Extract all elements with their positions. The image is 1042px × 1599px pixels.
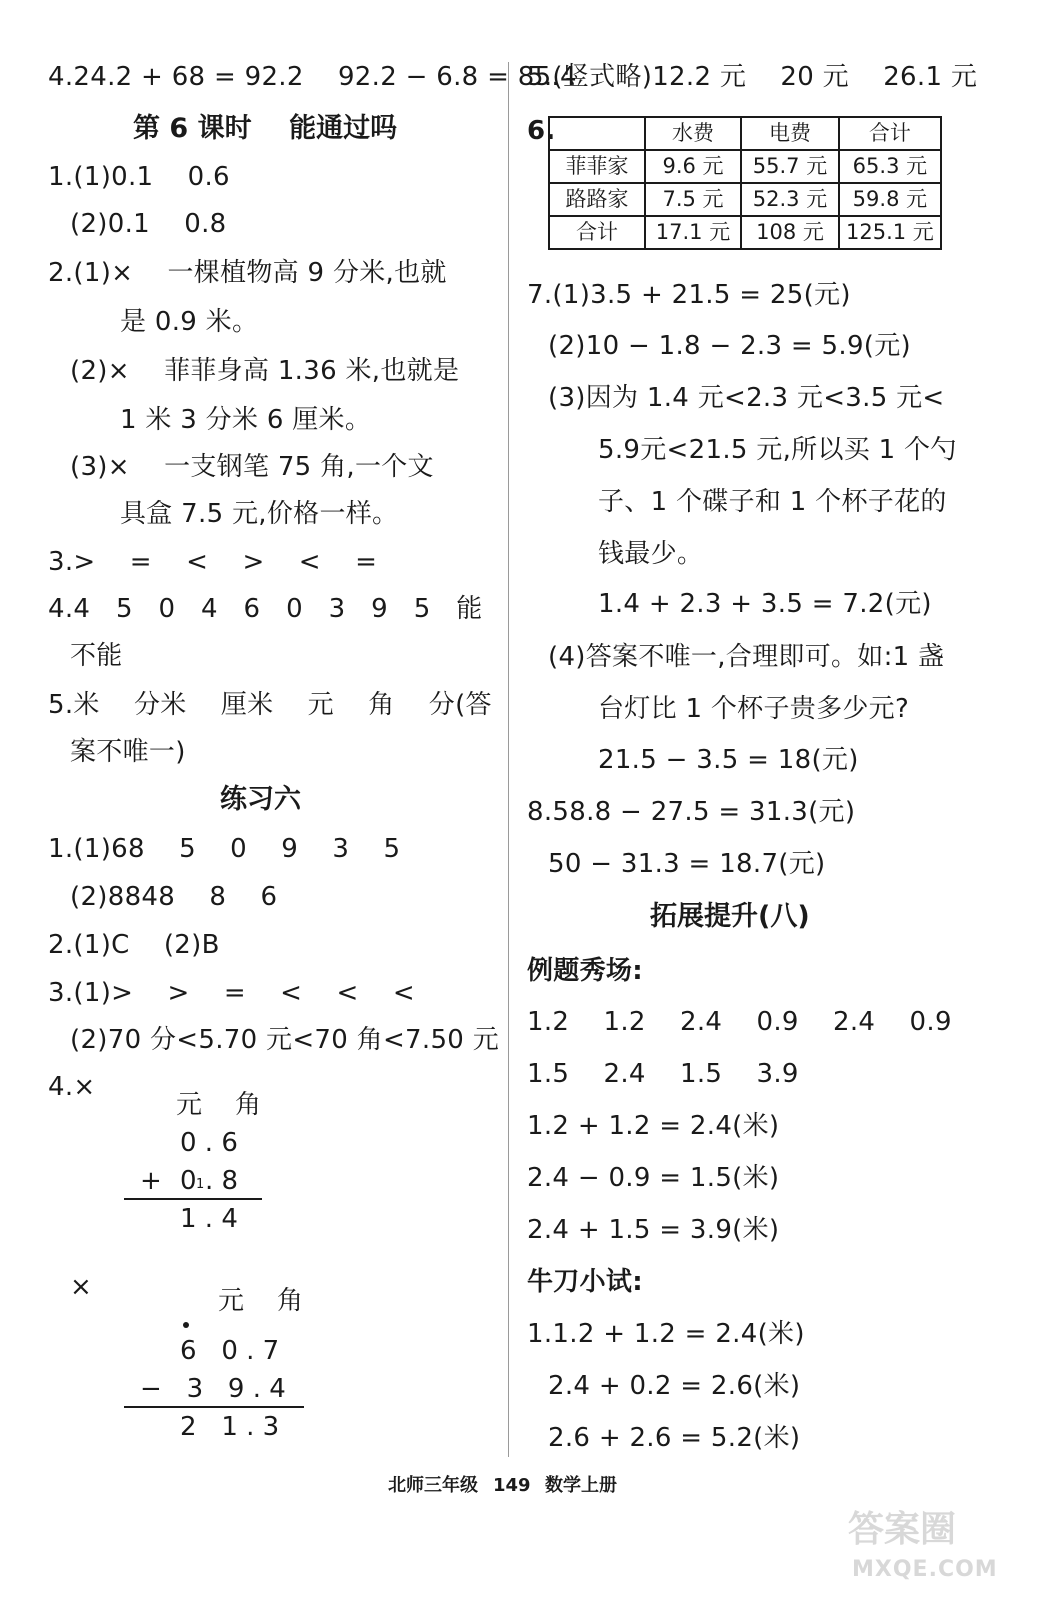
r-q7d1: (4)答案不唯一,合理即可。如:1 盏 [548,642,945,672]
table-cell: 菲菲家 [549,150,645,183]
r-q7c3: 子、1 个碟子和 1 个杯子花的 [598,487,947,517]
ex-line3: 1.2 + 1.2 = 2.4(米) [527,1111,780,1141]
sub-result: 2 1 . 3 [180,1412,280,1442]
table-cell: 合计 [549,216,645,249]
footer-grade: 北师三年级 [388,1475,478,1496]
e6-q2: 2.(1)C (2)B [48,930,220,960]
table-row [549,117,941,150]
r-q7c1: (3)因为 1.4 元<2.3 元<3.5 元< [548,383,945,413]
ex-line1: 1.2 1.2 2.4 0.9 2.4 0.9 [527,1007,952,1037]
r-q5: 5.(竖式略)12.2 元 20 元 26.1 元 [527,62,978,92]
add-op: + [140,1166,162,1196]
table-cell: 59.8 元 [839,183,941,216]
r-q7c5: 1.4 + 2.3 + 3.5 = 7.2(元) [598,589,932,619]
table-row [549,216,941,249]
r-q7d3: 21.5 − 3.5 = 18(元) [598,745,859,775]
table-row [549,183,941,216]
q4-top: 4.24.2 + 68 = 92.2 92.2 − 6.8 = 85.4 [48,62,577,92]
trial-line3: 2.6 + 2.6 = 5.2(米) [548,1423,801,1453]
trial-label: 牛刀小试: [527,1267,643,1297]
ex-line5: 2.4 + 1.5 = 3.9(米) [527,1215,780,1245]
l6-q1b: (2)0.1 0.8 [70,209,227,239]
footer-subject: 数学上册 [545,1475,617,1496]
add-carry: 1 [196,1177,205,1192]
table-cell: 125.1 元 [839,216,941,249]
utility-table [548,116,942,250]
watermark-url: MXQE.COM [852,1557,998,1582]
l6-q5b: 案不唯一) [70,737,186,767]
e6-q1a: 1.(1)68 5 0 9 3 5 [48,834,401,864]
add-row1: 0 . 6 [180,1128,238,1158]
sub-row2: − 3 9 . 4 [140,1374,286,1404]
l6-q2c2: 具盒 7.5 元,价格一样。 [120,499,399,529]
table-cell: 7.5 元 [645,183,741,216]
r-q7b: (2)10 − 1.8 − 2.3 = 5.9(元) [548,331,911,361]
add-row2-a: 0 [180,1166,197,1196]
sub-rule [124,1406,304,1408]
borrow-dot [183,1322,189,1328]
exercise6-title: 练习六 [220,784,301,815]
e6-q4-label: 4.× [48,1072,96,1102]
add-row2-b: . 8 [205,1166,239,1196]
add-header: 元 角 [176,1090,262,1120]
extension-title: 拓展提升(八) [650,901,810,932]
ex-line4: 2.4 − 0.9 = 1.5(米) [527,1163,780,1193]
e6-q3a: 3.(1)> > = < < < [48,978,415,1008]
table-cell: 9.6 元 [645,150,741,183]
l6-q4b: 不能 [70,641,123,671]
l6-q3: 3.> = < > < = [48,547,378,577]
l6-q2b1: (2)× 菲菲身高 1.36 米,也就是 [70,356,460,386]
lesson6-title: 第 6 课时 能通过吗 [133,113,398,144]
table-cell: 65.3 元 [839,150,941,183]
example-label: 例题秀场: [527,956,643,986]
l6-q2c1: (3)× 一支钢笔 75 角,一个文 [70,452,434,482]
l6-q2b2: 1 米 3 分米 6 厘米。 [120,405,372,435]
table-cell: 电费 [741,117,839,150]
r-q7c2: 5.9元<21.5 元,所以买 1 个勺 [598,435,957,465]
l6-q1a: 1.(1)0.1 0.6 [48,162,230,192]
table-cell: 路路家 [549,183,645,216]
ex-line2: 1.5 2.4 1.5 3.9 [527,1059,799,1089]
trial-line2: 2.4 + 0.2 = 2.6(米) [548,1371,801,1401]
r-q7a: 7.(1)3.5 + 21.5 = 25(元) [527,280,851,310]
column-divider [508,62,509,1457]
r-q6-label: 6. [527,116,556,146]
add-result: 1 . 4 [180,1204,238,1234]
table-cell [549,117,645,150]
trial-line1: 1.1.2 + 1.2 = 2.4(米) [527,1319,805,1349]
footer-page-number: 149 [493,1475,531,1496]
l6-q2a2: 是 0.9 米。 [120,307,259,337]
e6-q1b: (2)8848 8 6 [70,882,278,912]
cross-mark: × [70,1272,93,1302]
table-cell: 17.1 元 [645,216,741,249]
r-q7d2: 台灯比 1 个杯子贵多少元? [598,694,910,724]
sub-header: 元 角 [218,1286,304,1316]
table-cell: 108 元 [741,216,839,249]
e6-q3b: (2)70 分<5.70 元<70 角<7.50 元 [70,1025,499,1055]
l6-q5a: 5.米 分米 厘米 元 角 分(答 [48,690,492,720]
sub-row1: 6 0 . 7 [180,1336,280,1366]
r-q8b: 50 − 31.3 = 18.7(元) [548,849,826,879]
l6-q2a1: 2.(1)× 一棵植物高 9 分米,也就 [48,258,447,288]
table-cell: 55.7 元 [741,150,839,183]
table-cell: 水费 [645,117,741,150]
l6-q4a: 4.4 5 0 4 6 0 3 9 5 能 [48,594,483,624]
table-cell: 52.3 元 [741,183,839,216]
table-row [549,150,941,183]
table-cell: 合计 [839,117,941,150]
r-q8a: 8.58.8 − 27.5 = 31.3(元) [527,797,856,827]
watermark-logo: 答案圈 [848,1509,957,1550]
add-rule [124,1198,262,1200]
r-q7c4: 钱最少。 [598,539,704,569]
